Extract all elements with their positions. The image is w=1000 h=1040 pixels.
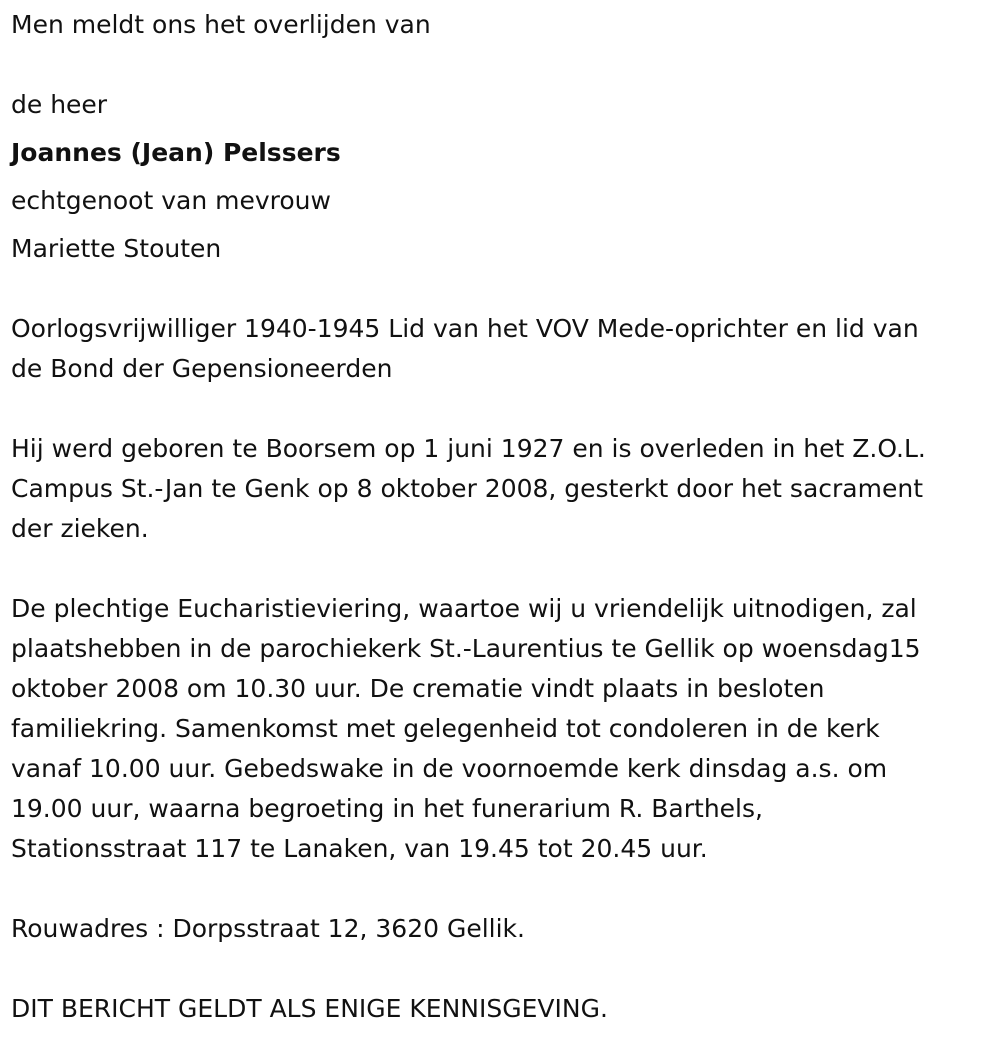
birth-death-line: der zieken. xyxy=(11,514,149,543)
ceremony-paragraph xyxy=(11,589,989,869)
intro-line: Men meldt ons het overlijden van xyxy=(11,10,431,39)
ceremony-line: Stationsstraat 117 te Lanaken, van 19.45 tot 20.45 uur. xyxy=(11,834,708,863)
spouse-label: echtgenoot van mevrouw xyxy=(11,186,331,215)
ceremony-line: De plechtige Eucharistieviering, waartoe wij u vriendelijk uitnodigen, zal xyxy=(11,594,917,623)
affiliations-paragraph xyxy=(11,309,989,389)
birth-death-paragraph xyxy=(11,429,989,549)
affiliations-line: Oorlogsvrijwilliger 1940-1945 Lid van het VOV Mede-oprichter en lid van xyxy=(11,314,919,343)
ceremony-line: oktober 2008 om 10.30 uur. De crematie vindt plaats in besloten xyxy=(11,674,825,703)
ceremony-line: vanaf 10.00 uur. Gebedswake in de voornoemde kerk dinsdag a.s. om xyxy=(11,754,888,783)
birth-death-line: Campus St.-Jan te Genk op 8 oktober 2008, gesterkt door het sacrament xyxy=(11,474,923,503)
ceremony-line: familiekring. Samenkomst met gelegenheid tot condoleren in de kerk xyxy=(11,714,880,743)
notice-line: DIT BERICHT GELDT ALS ENIGE KENNISGEVING. xyxy=(11,994,608,1023)
affiliations-line: de Bond der Gepensioneerden xyxy=(11,354,393,383)
spouse-name: Mariette Stouten xyxy=(11,234,222,263)
deceased-name: Joannes (Jean) Pelssers xyxy=(11,138,341,167)
title-line: de heer xyxy=(11,90,108,119)
ceremony-line: 19.00 uur, waarna begroeting in het funerarium R. Barthels, xyxy=(11,794,763,823)
mourning-address: Rouwadres : Dorpsstraat 12, 3620 Gellik. xyxy=(11,914,525,943)
ceremony-line: plaatshebben in de parochiekerk St.-Laurentius te Gellik op woensdag15 xyxy=(11,634,921,663)
birth-death-line: Hij werd geboren te Boorsem op 1 juni 1927 en is overleden in het Z.O.L. xyxy=(11,434,926,463)
